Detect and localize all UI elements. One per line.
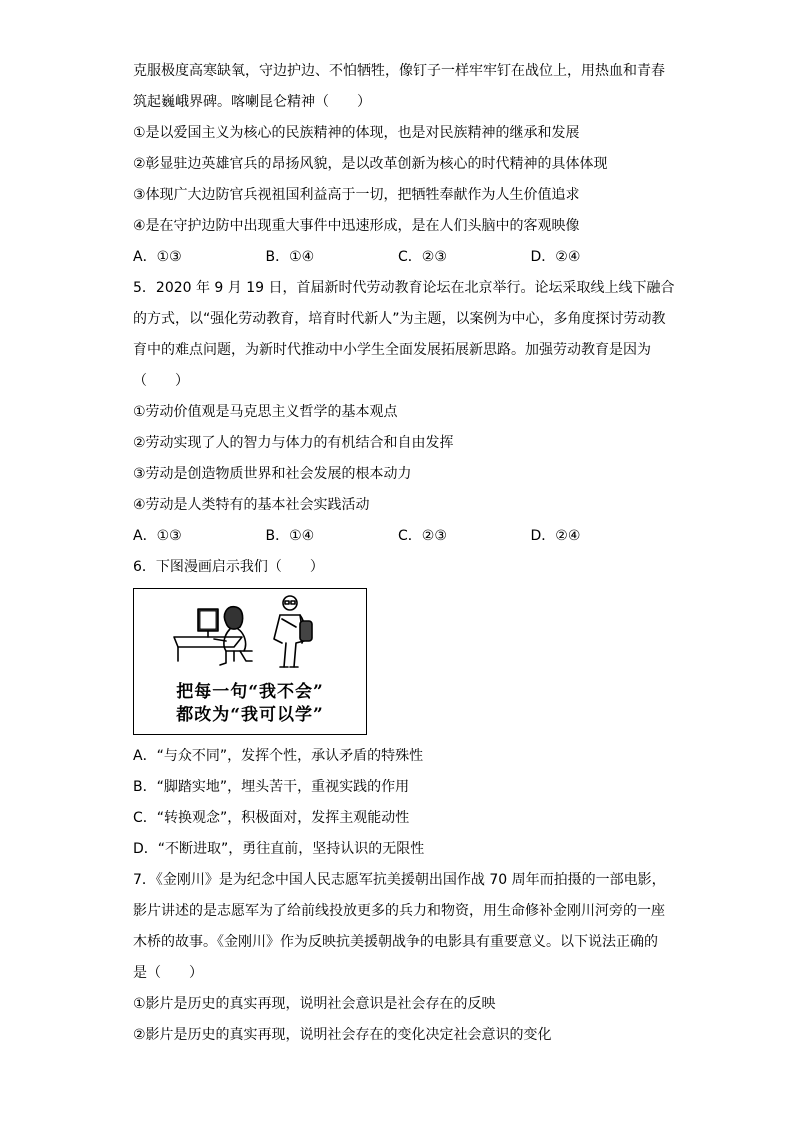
q7-statement: ①影片是历史的真实再现，说明社会意识是社会存在的反映 <box>133 996 496 1012</box>
q4-option-c: C．②③ <box>398 249 447 265</box>
q7-statement: ②影片是历史的真实再现，说明社会存在的变化决定社会意识的变化 <box>133 1027 552 1043</box>
q4-statement: ①是以爱国主义为核心的民族精神的体现，也是对民族精神的继承和发展 <box>133 125 580 141</box>
q4-stem-line: 克服极度高寒缺氧，守边护边、不怕牺牲，像钉子一样牢牢钉在战位上，用热血和青春 <box>133 63 665 79</box>
q5-option-c: C．②③ <box>398 528 447 544</box>
q4-option-b: B．①④ <box>265 249 315 265</box>
q5-statement: ④劳动是人类特有的基本社会实践活动 <box>133 497 370 513</box>
q6-choice-a: A．“与众不同”，发挥个性，承认矛盾的特殊性 <box>133 748 424 764</box>
q6-choice-c: C．“转换观念”，积极面对，发挥主观能动性 <box>133 810 410 826</box>
cartoon-caption-line: 把每一句“我不会” <box>176 682 324 702</box>
q7-stem-line: 影片讲述的是志愿军为了给前线投放更多的兵力和物资，用生命修补金刚川河旁的一座 <box>133 903 665 919</box>
q5-option-b: B．①④ <box>265 528 315 544</box>
q5-stem-line: 育中的难点问题，为新时代推动中小学生全面发展拓展新思路。加强劳动教育是因为 <box>133 342 651 358</box>
q7-stem-line: 木桥的故事。《金刚川》作为反映抗美援朝战争的电影具有重要意义。以下说法正确的 <box>133 934 658 950</box>
q4-statement: ②彰显驻边英雄官兵的昂扬风貌，是以改革创新为核心的时代精神的具体体现 <box>133 156 608 172</box>
q5-option-a: A．①③ <box>133 528 182 544</box>
q5-statement: ①劳动价值观是马克思主义哲学的基本观点 <box>133 404 398 420</box>
document-page <box>133 61 675 1045</box>
q5-stem-line: （ ） <box>133 373 189 389</box>
q6-choice-b: B．“脚踏实地”，埋头苦干，重视实践的作用 <box>133 779 410 795</box>
q5-stem-line: 5．2020 年 9 月 19 日，首届新时代劳动教育论坛在北京举行。论坛采取线上线下融合 <box>133 280 675 296</box>
q6-choice-d: D．“不断进取”，勇往直前，坚持认识的无限性 <box>133 841 425 857</box>
q7-stem-line: 是（ ） <box>133 965 203 981</box>
q5-stem-line: 的方式，以“强化劳动教育，培育时代新人”为主题，以案例为中心，多角度探讨劳动教 <box>133 311 666 327</box>
q5-options <box>133 526 663 546</box>
cartoon-caption-line: 都改为“我可以学” <box>176 705 324 725</box>
q5-statement: ②劳动实现了人的智力与体力的有机结合和自由发挥 <box>133 435 454 451</box>
q5-statement: ③劳动是创造物质世界和社会发展的根本动力 <box>133 466 412 482</box>
cartoon-image <box>133 588 367 735</box>
q4-option-d: D．②④ <box>530 249 581 265</box>
q4-statement: ③体现广大边防官兵视祖国利益高于一切，把牺牲奉献作为人生价值追求 <box>133 187 580 203</box>
q4-options <box>133 247 663 267</box>
q4-option-a: A．①③ <box>133 249 182 265</box>
q7-stem-line: 7．《金刚川》是为纪念中国人民志愿军抗美援朝出国作战 70 周年而拍摄的一部电影， <box>133 872 666 888</box>
q4-stem-line: 筑起巍峨界碑。喀喇昆仑精神（ ） <box>133 94 371 110</box>
q6-stem: 6．下图漫画启示我们（ ） <box>133 559 324 575</box>
q5-option-d: D．②④ <box>530 528 581 544</box>
q4-statement: ④是在守护边防中出现重大事件中迅速形成，是在人们头脑中的客观映像 <box>133 218 580 234</box>
